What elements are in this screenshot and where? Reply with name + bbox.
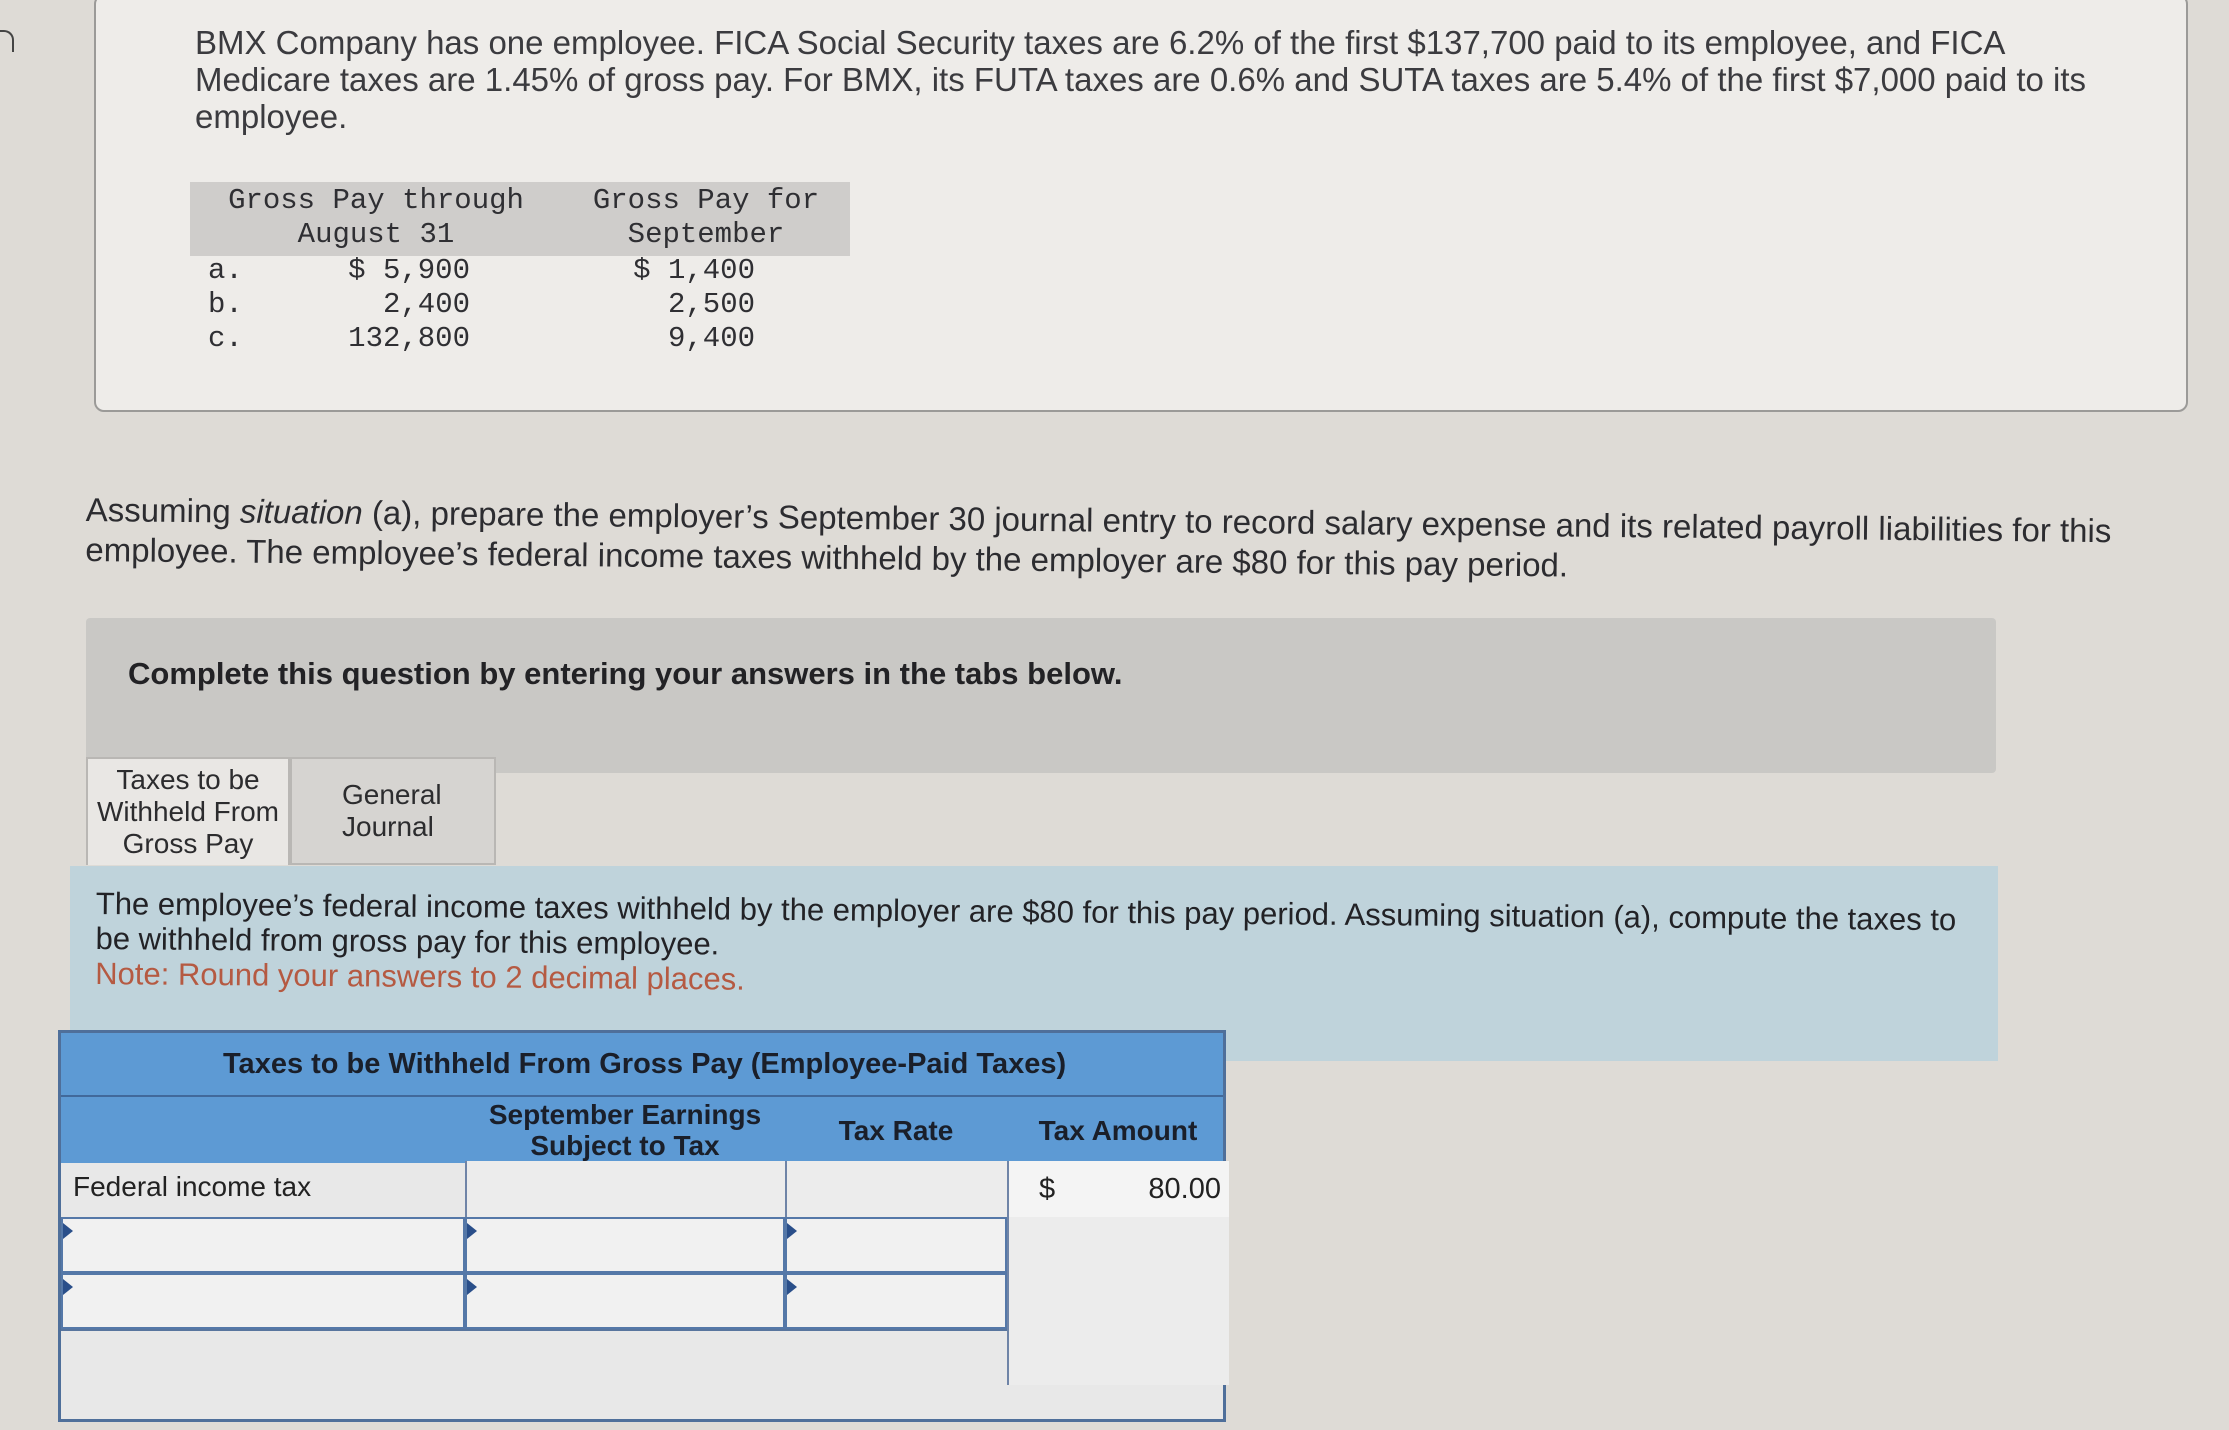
table-header bbox=[61, 1095, 1223, 1163]
header-september: Gross Pay for September bbox=[562, 182, 850, 256]
tax-name-input[interactable] bbox=[61, 1217, 465, 1273]
dropdown-marker-icon bbox=[467, 1223, 477, 1239]
amount-total-cell bbox=[1007, 1329, 1229, 1385]
dropdown-marker-icon bbox=[787, 1223, 797, 1239]
table-row: a. $ 5,900 $ 1,400 bbox=[208, 254, 755, 287]
tax-name-input[interactable] bbox=[61, 1273, 465, 1329]
amount-cell bbox=[1007, 1273, 1229, 1329]
tab-general-journal[interactable]: General Journal bbox=[290, 757, 496, 865]
instruction-text: Complete this question by entering your answers in the tabs below. bbox=[128, 656, 1123, 691]
rate-cell bbox=[785, 1161, 1007, 1217]
header-through-august: Gross Pay through August 31 bbox=[190, 182, 562, 256]
table-row bbox=[61, 1329, 1223, 1385]
edge-mark bbox=[0, 30, 14, 52]
instruction-bar bbox=[86, 618, 1996, 773]
rounding-note: Note: Round your answers to 2 decimal places. bbox=[95, 955, 745, 997]
dropdown-marker-icon bbox=[63, 1223, 73, 1239]
tab-taxes-withheld[interactable]: Taxes to be Withheld From Gross Pay bbox=[86, 757, 290, 865]
table-row: c. 132,800 9,400 bbox=[208, 322, 755, 355]
problem-text: BMX Company has one employee. FICA Social Security taxes are 6.2% of the first $137,700 paid to its employee, and FICA Medicare taxes are 1.45% of gross pay. For BMX, its FUTA taxes are 0.6% and SUTA taxes are 5.4% of the first $7,000 paid to its employee. bbox=[195, 24, 2087, 135]
table-title: Taxes to be Withheld From Gross Pay (Employee-Paid Taxes) bbox=[61, 1033, 1223, 1095]
row-label: Federal income tax bbox=[73, 1171, 312, 1202]
rate-input[interactable] bbox=[785, 1273, 1007, 1329]
earnings-input[interactable] bbox=[465, 1217, 785, 1273]
dropdown-marker-icon bbox=[787, 1279, 797, 1295]
table-row: b. 2,400 2,500 bbox=[208, 288, 755, 321]
col-amount-header: Tax Amount bbox=[1038, 1114, 1198, 1146]
table-row bbox=[61, 1161, 1223, 1219]
col-rate-header: Tax Rate bbox=[838, 1114, 954, 1146]
info-text: The employee’s federal income taxes withheld by the employer are $80 for this pay period. Assuming situation (a), compute the taxes to be withheld from gross pay for this employee. Note: Round your answers to 2 decimal places. bbox=[95, 886, 1976, 1007]
earnings-input[interactable] bbox=[465, 1273, 785, 1329]
rate-input[interactable] bbox=[785, 1217, 1007, 1273]
taxes-withheld-table bbox=[58, 1030, 1226, 1422]
dropdown-marker-icon bbox=[63, 1279, 73, 1295]
table-row bbox=[61, 1273, 1223, 1331]
earnings-cell bbox=[465, 1161, 785, 1217]
amount-cell bbox=[1007, 1217, 1229, 1273]
dropdown-marker-icon bbox=[467, 1279, 477, 1295]
col-earnings-header: September Earnings Subject to Tax bbox=[488, 1099, 762, 1161]
amount-cell: $ 80.00 bbox=[1007, 1161, 1229, 1217]
amount-value: 80.00 bbox=[1148, 1173, 1221, 1205]
question-text: Assuming situation (a), prepare the employer’s September 30 journal entry to record salary expense and its related payroll liabilities for this employee. The employee’s federal income taxes withheld by the employer are $80 for this pay period. bbox=[85, 490, 2112, 584]
table-row bbox=[61, 1217, 1223, 1275]
